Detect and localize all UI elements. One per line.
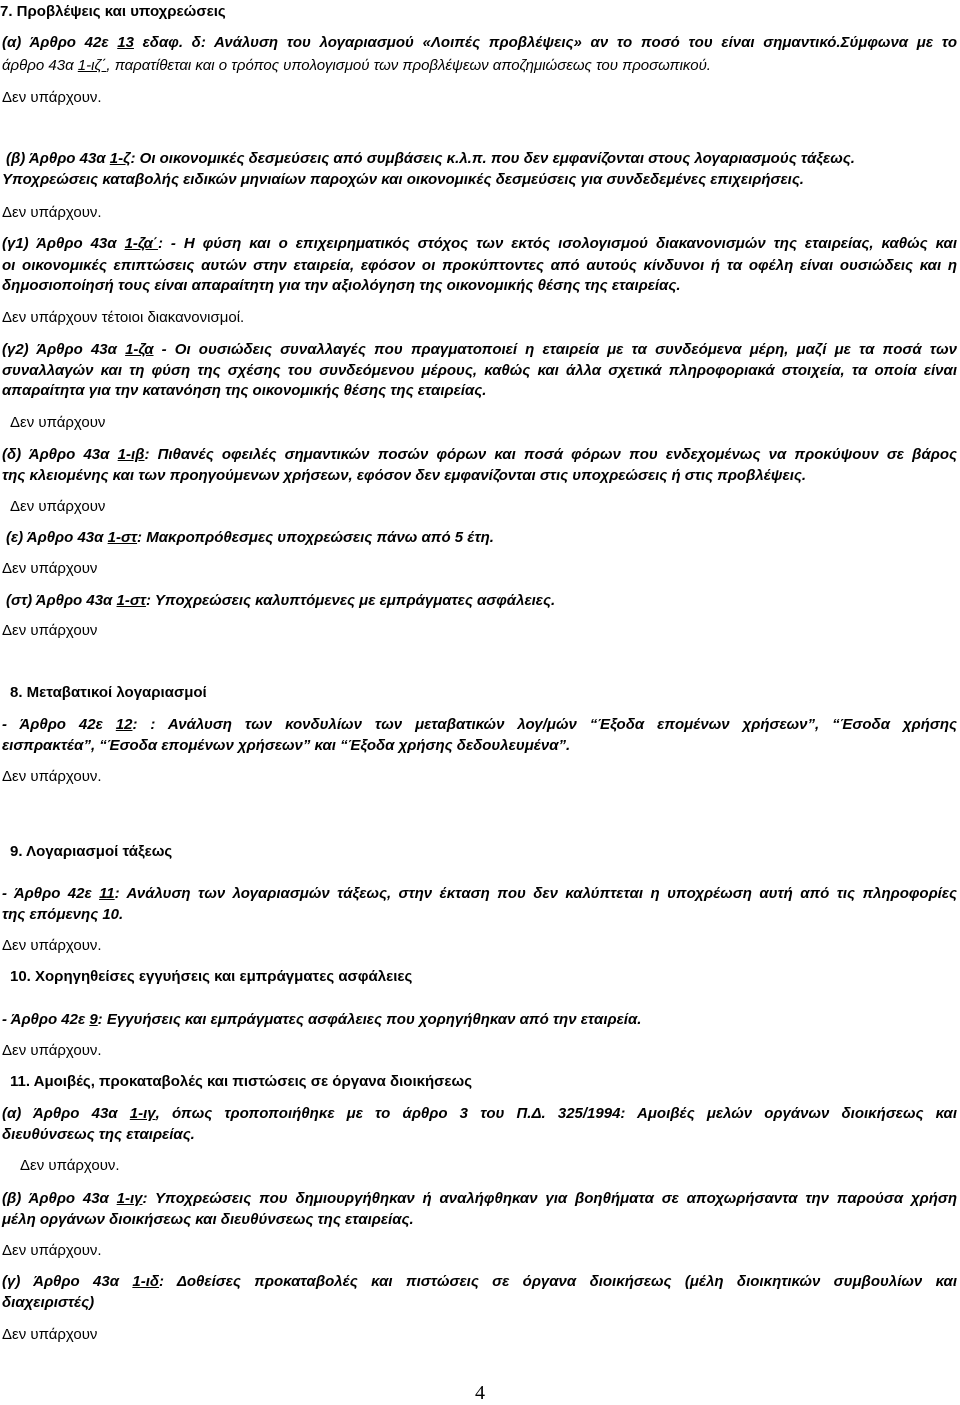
s11-a-line1: (α) Άρθρο 43α 1-ιγ, όπως τροποποιήθηκε με το άρθρο 3 του Π.Δ. 325/1994: Αμοιβές μελών οργάνων διοικήσεως και	[2, 1105, 958, 1122]
s11-c-line2: διαχειριστές)	[2, 1294, 95, 1311]
s7-d-line1: (δ) Άρθρο 43α 1-ιβ: Πιθανές οφειλές σημαντικών ποσών φόρων και ποσά φόρων που ενδεχομένως να προκύψουν σε βάρος	[2, 446, 957, 463]
s11-b-line2: μέλη οργάνων διοικήσεως και διευθύνσεως της εταιρείας.	[2, 1211, 414, 1228]
s7-d-answer: Δεν υπάρχουν	[10, 498, 106, 515]
section-7-heading: 7. Προβλέψεις και υποχρεώσεις	[0, 3, 226, 20]
s8-answer: Δεν υπάρχουν.	[2, 768, 102, 785]
s7-g1-line3: δημοσιοποίησή τους είναι απαραίτητη για την αξιολόγηση της οικονομικής θέσης της εταιρείας.	[2, 277, 681, 294]
section-9-heading: 9. Λογαριασμοί τάξεως	[10, 843, 173, 860]
s8-line2: εισπρακτέα”, “Έσοδα επομένων χρήσεων” και “Έξοδα χρήσης δεδουλευμένα”.	[2, 737, 571, 754]
s7-e-line: (ε) Άρθρο 43α 1-στ: Μακροπρόθεσμες υποχρεώσεις πάνω από 5 έτη.	[6, 529, 494, 546]
s11-b-answer: Δεν υπάρχουν.	[2, 1242, 102, 1259]
s9-line2: της επόμενης 10.	[2, 906, 124, 923]
s7-g1-line2: οι οικονομικές επιπτώσεις αυτών στην εταιρεία, εφόσον οι προκύπτοντες από αυτούς κίνδυνοι ή τα οφέλη είναι ουσιώδεις και η	[2, 257, 957, 274]
page-number: 4	[475, 1382, 485, 1404]
s7-g1-answer: Δεν υπάρχουν τέτοιοι διακανονισμοί.	[2, 309, 245, 326]
s7-g1-line1: (γ1) Άρθρο 43α 1-ζα΄: - Η φύση και ο επιχειρηματικός στόχος των εκτός ισολογισμού διακανονισμών της εταιρείας, καθώς και	[2, 235, 958, 252]
section-8-heading: 8. Μεταβατικοί λογαριασμοί	[10, 684, 207, 701]
section-10-heading: 10. Χορηγηθείσες εγγυήσεις και εμπράγματες ασφάλειες	[10, 968, 413, 985]
s7-a-line1: (α) Άρθρο 42ε 13 εδαφ. δ: Ανάλυση του λογαριασμού «Λοιπές προβλέψεις» αν το ποσό του είναι σημαντικό.Σύμφωνα με το	[2, 34, 958, 51]
s7-b-line2: Υποχρεώσεις καταβολής ειδικών μηνιαίων παροχών και οικονομικές δεσμεύσεις για συνδεδεμένες επιχειρήσεις.	[2, 171, 804, 188]
s7-e-answer: Δεν υπάρχουν	[2, 560, 98, 577]
s7-g2-line3: απαραίτητα για την κατανόηση της οικονομικής θέσης της εταιρείας.	[2, 382, 487, 399]
s7-st-line: (στ) Άρθρο 43α 1-στ: Υποχρεώσεις καλυπτόμενες με εμπράγματες ασφάλειες.	[6, 592, 556, 609]
s7-st-answer: Δεν υπάρχουν	[2, 622, 98, 639]
s7-a-line2: άρθρο 43α 1-ιζ΄, παρατίθεται και ο τρόπος υπολογισμού των προβλέψεων αποζημιώσεως του προσωπικού.	[2, 57, 711, 74]
s8-line1: - Άρθρο 42ε 12: : Ανάλυση των κονδυλίων των μεταβατικών λογ/μών “Έξοδα επομένων χρήσεων”, “Έσοδα χρήσης	[2, 716, 957, 733]
s11-c-line1: (γ) Άρθρο 43α 1-ιδ: Δοθείσες προκαταβολές και πιστώσεις σε όργανα διοικήσεως (μέλη διοικητικών συμβουλίων και	[2, 1273, 957, 1290]
s7-d-line2: της κλειομένης και των προηγούμενων χρήσεων, εφόσον δεν εμφανίζονται στις υποχρεώσεις ή στις προβλέψεις.	[2, 467, 807, 484]
s11-b-line1: (β) Άρθρο 43α 1-ιγ: Υποχρεώσεις που δημιουργήθηκαν ή αναλήφθηκαν για βοηθήματα σε αποχωρήσαντα την παρούσα χρήση	[2, 1190, 957, 1207]
s7-b-line1: (β) Άρθρο 43α 1-ζ: Οι οικονομικές δεσμεύσεις από συμβάσεις κ.λ.π. που δεν εμφανίζονται στους λογαριασμούς τάξεως.	[6, 150, 855, 167]
s7-b-answer: Δεν υπάρχουν.	[2, 204, 102, 221]
s10-answer: Δεν υπάρχουν.	[2, 1042, 102, 1059]
section-11-heading: 11. Αμοιβές, προκαταβολές και πιστώσεις σε όργανα διοικήσεως	[10, 1073, 472, 1090]
s7-g2-line1: (γ2) Άρθρο 43α 1-ζα - Οι ουσιώδεις συναλλαγές που πραγματοποιεί η εταιρεία με τα συνδεόμενα μέρη, μαζί με τα ποσά των	[2, 341, 957, 358]
s7-g2-line2: συναλλαγών και τη φύση της σχέσης του συνδεόμενου μέρους, καθώς και άλλα σχετικά πληροφοριακά στοιχεία, τα οποία είναι	[2, 362, 957, 379]
s7-a-answer: Δεν υπάρχουν.	[2, 89, 102, 106]
s7-g2-answer: Δεν υπάρχουν	[10, 414, 106, 431]
s11-a-line2: διευθύνσεως της εταιρείας.	[2, 1126, 195, 1143]
s11-a-answer: Δεν υπάρχουν.	[20, 1157, 120, 1174]
s10-line1: - Άρθρο 42ε 9: Εγγυήσεις και εμπράγματες ασφάλειες που χορηγήθηκαν από την εταιρεία.	[2, 1011, 642, 1028]
s9-line1: - Άρθρο 42ε 11: Ανάλυση των λογαριασμών τάξεως, στην έκταση που δεν καλύπτεται η υποχρέωση αυτή από τις πληροφορίες	[2, 885, 958, 902]
s11-c-answer: Δεν υπάρχουν	[2, 1326, 98, 1343]
s9-answer: Δεν υπάρχουν.	[2, 937, 102, 954]
